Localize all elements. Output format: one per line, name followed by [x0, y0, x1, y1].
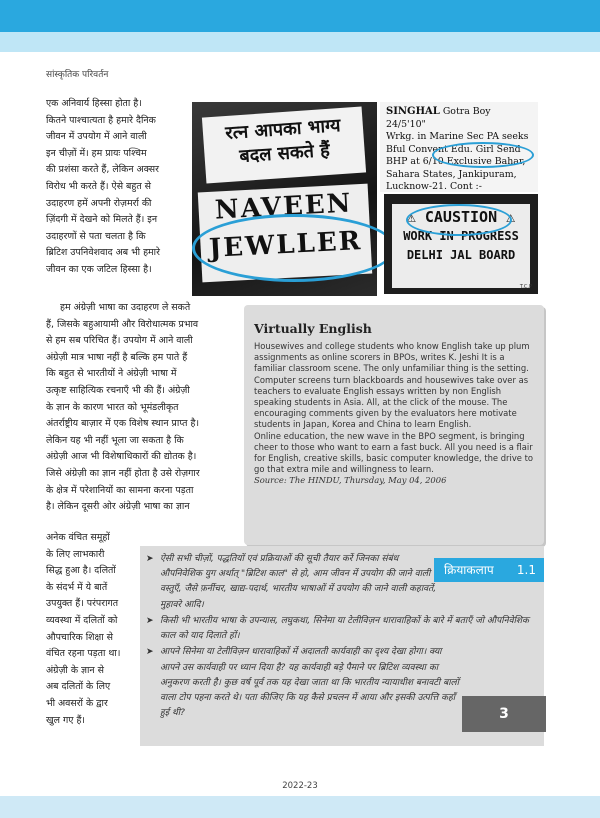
activity-list — [146, 552, 438, 614]
box-title: Virtually English — [254, 321, 372, 336]
hindi-sign-board: रत्न आपका भाग्य बदल सकते हैं — [202, 106, 366, 183]
photo-collage — [192, 88, 542, 296]
highlight-ring — [406, 204, 512, 236]
matrimonial-ad-clipping: SINGHAL Gotra Boy 24/5'10" Wrkg. in Marine Sec PA seeks Bful Convent Edu. Girl Send BHP at 6/10 Exclusive Bahar, Sahara States, Jankipuram, Lucknow-21. Cont :- — [380, 102, 538, 192]
activity-badge: क्रियाकलाप 1.1 — [434, 558, 544, 582]
arrow-bullet-icon: ➤ — [146, 647, 154, 658]
left-column-text: एक अनिवार्य हिस्सा होता है। कितने पाश्चात्यता है हमारे दैनिक जीवन में उपयोग में आने वाली इन चीज़ों में। हम प्रायः पश्चिम की प्रशंसा करते हैं, लेकिन अक्सर विरोध भी करते हैं। ऐसे बहुत से उदाहरण हमें अपनी रोज़मर्रा की ज़िंदगी में देखने को मिलते हैं। इन उदाहरणों से पता चलता है कि ब्रिटिश उपनिवेशवाद अब भी हमारे जीवन का एक जटिल हिस्सा है। — [46, 98, 160, 275]
list-item: ➤ आपने सिनेमा या टेलीविज़न धारावाहिकों में अदालती कार्यवाही का दृश्य देखा होगा। क्या आपने उस कार्यवाही पर ध्यान दिया है? यह कार्यवाही बड़े पैमाने पर ब्रिटिश व्यवस्था का अनुकरण करती है। कुछ वर्ष पूर्व तक यह देखा जाता था कि भारतीय न्यायाधीश बनावटी बालों वाला टोप पहना करते थे। पता कीजिए कि यह कैसे प्रचलन में आया और इसकी उत्पत्ति कहाँ हुई थी? — [146, 647, 459, 719]
caution-board: ⚠ CAUSTION ⚠ WORK IN PROGRESS DELHI JAL BOARD — [392, 204, 530, 288]
arrow-bullet-icon: ➤ — [146, 616, 154, 626]
warning-icon: ⚠ — [506, 208, 516, 226]
page-number: 3 — [462, 696, 546, 732]
source-citation: Source: The HINDU, Thursday, May 04, 2006 — [254, 475, 447, 486]
top-light-band — [0, 32, 600, 52]
highlight-ring — [432, 142, 534, 168]
box-body: Housewives and college students who know English take up plum assignments as online scorers in BPOs, writes K. Jeshi It is a familiar classroom scene. The only unfamiliar thing is the setting. Computer screens turn blackboards and housewives take over as teachers to evaluate English essays written by non English speaking students in Asia. All, at the click of the mouse. The encouraging comments given by the evaluators here motivate students in Japan, Korea and China to learn English. Online education, the new wave in the BPO segment, is bringing cheer to those who want to earn a fast buck. All you need is a flair for English, creative skills, basic computer knowledge, the drive to go that extra mile and willingness to learn. Source: The HINDU, Thursday, May 04, 2006 — [254, 341, 536, 487]
arrow-bullet-icon: ➤ — [146, 554, 154, 564]
list-item: ➤ किसी भी भारतीय भाषा के उपन्यास, लघुकथा, सिनेमा या टेलीविज़न धारावाहिकों के बारे में बताएँ जो औपनिवेशिक काल को याद दिलाते हों। — [146, 616, 529, 642]
top-color-band — [0, 0, 600, 32]
naveen-sign-board: NAVEEN JEWLLER — [198, 184, 372, 283]
news-excerpt-box — [244, 305, 544, 545]
highlight-ring — [192, 214, 396, 282]
footer-year: 2022-23 — [282, 781, 318, 791]
caution-sign-photo: ⚠ CAUSTION ⚠ WORK IN PROGRESS DELHI JAL BOARD T.C.P — [384, 194, 538, 294]
narrow-column-text: अनेक वंचित समूहों के लिए लाभकारी सिद्ध हुआ है। दलितों के संदर्भ में ये बातें उपयुक्त हैं। परंपरागत व्यवस्था में दलितों को औपचारिक शिक्षा से वंचित रहना पड़ता था। अंग्रेज़ी के ज्ञान से अब दलितों के लिए भी अवसरों के द्वार खुल गए हैं। — [46, 532, 121, 726]
jeweller-sign-photo — [192, 102, 377, 296]
bottom-color-band — [0, 796, 600, 818]
list-item: ➤ ऐसी सभी चीज़ों, पद्धतियों एवं प्रक्रियाओं की सूची तैयार करें जिनका संबंध औपनिवेशिक युग अर्थात् "ब्रिटिश काल" से हो, आम जीवन में उपयोग की जाने वाली वस्तुएँ, जैसे फ़र्नीचर, खाद्य-पदार्थ, भारतीय भाषाओं में उपयोग की जाने वाली कहावतें, मुहावरे आदि। — [146, 554, 437, 610]
body-paragraph: हम अंग्रेज़ी भाषा का उदाहरण ले सकते हैं, जिसके बहुआयामी और विरोधात्मक प्रभाव से हम सब परिचित हैं। उपयोग में आने वाली अंग्रेज़ी मात्र भाषा नहीं है बल्कि हम पाते हैं कि बहुत से भारतीयों ने अंग्रेज़ी भाषा में उत्कृष्ट साहित्यिक रचनाएँ भी की हैं। अंग्रेज़ी के ज्ञान के कारण भारत को भूमंडलीकृत अंतर्राष्ट्रीय बाज़ार में एक विशेष स्थान प्राप्त है। लेकिन यह भी नहीं भूला जा सकता है कि अंग्रेज़ी आज भी विशेषाधिकारों की द्योतक है। जिसे अंग्रेज़ी का ज्ञान नहीं होता है उसे रोज़गार के क्षेत्र में परेशानियों का सामना करना पड़ता है। लेकिन दूसरी ओर अंग्रेज़ी भाषा का ज्ञान — [46, 302, 200, 513]
running-head: सांस्कृतिक परिवर्तन — [46, 70, 109, 80]
warning-icon: ⚠ — [406, 208, 416, 226]
